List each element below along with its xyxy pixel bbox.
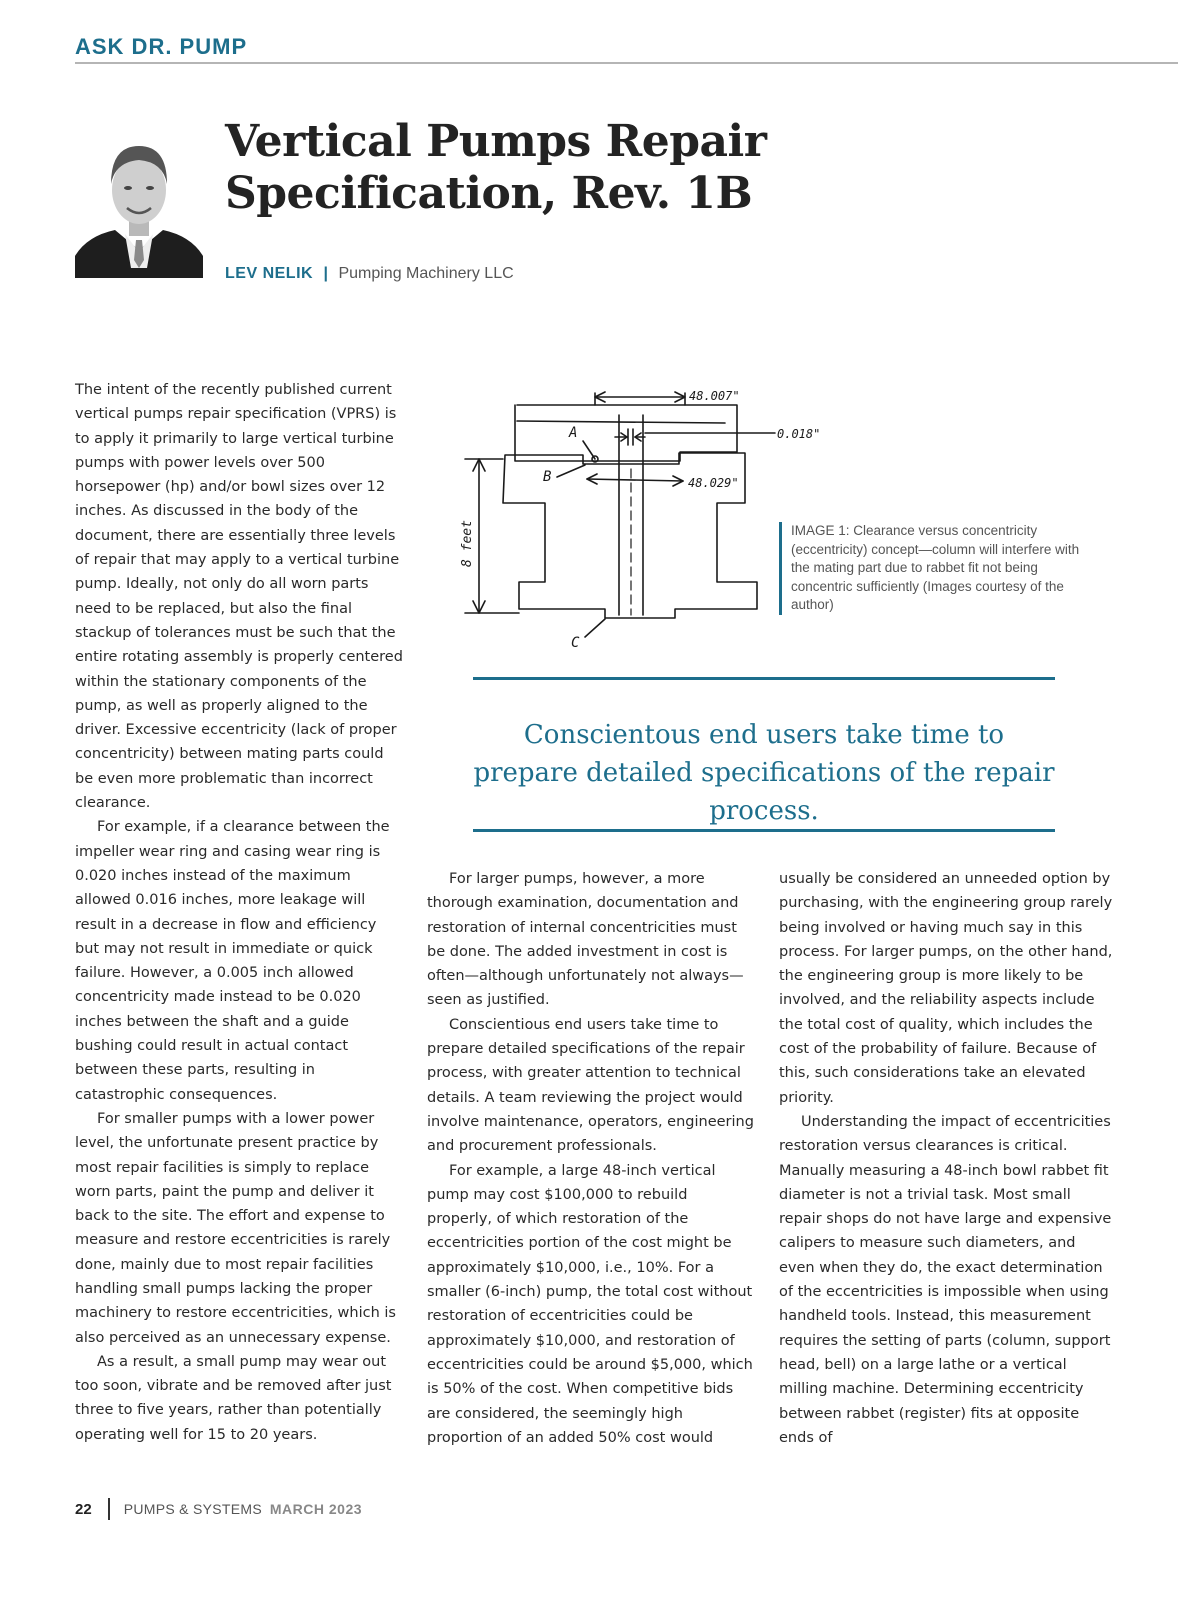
body-column-2 xyxy=(427,867,757,1450)
dim-mid-label: 48.029" xyxy=(688,476,739,490)
author-company: Pumping Machinery LLC xyxy=(338,265,514,282)
paragraph: Conscientious end users take time to prepare detailed specifications of the repair process, with greater attention to technical details. A team reviewing the project would involve maintenance, operators, engineering and procurement professionals. xyxy=(427,1016,754,1155)
dim-top-label: 48.007" xyxy=(689,389,740,403)
byline-separator: | xyxy=(323,265,328,282)
issue-date: MARCH 2023 xyxy=(269,1501,363,1517)
figure-caption: IMAGE 1: Clearance versus concentricity (eccentricity) concept—column will interfere with the mating part due to rabbet fit not being concentric sufficiently (Images courtesy of the author) xyxy=(779,522,1091,615)
byline xyxy=(225,265,514,283)
author-photo xyxy=(75,128,203,278)
label-c: C xyxy=(571,635,580,651)
paragraph: usually be considered an unneeded option by purchasing, with the engineering group rarely being involved or having much say in this process. For larger pumps, on the other hand, the engineering group is more likely to be involved, and the reliability aspects include the total cost of quality, which includes the cost of the probability of failure. Because of this, such considerations take an elevated priority. xyxy=(779,871,1113,1106)
height-label: 8 feet xyxy=(460,520,475,567)
paragraph: For larger pumps, however, a more thorough examination, documentation and restoration of internal concentricities must be done. The added investment in cost is often—although unfortunately not always—seen as justified. xyxy=(427,871,744,1009)
author-name: LEV NELIK xyxy=(225,265,314,282)
pullquote-rule-top xyxy=(473,677,1055,680)
paragraph: Understanding the impact of eccentricities restoration versus clearances is critical. Manually measuring a 48-inch bowl rabbet fit diameter is not a trivial task. Most small repair shops do not have large and expensive calipers to measure such diameters, and even when they do, the exact determination of the eccentricities is impossible when using handheld tools. Instead, this measurement requires the setting of parts (column, support head, bell) on a large lathe or a vertical milling machine. Determining eccentricity between rabbet (register) fits at opposite ends of xyxy=(779,1113,1112,1446)
paragraph: For example, if a clearance between the impeller wear ring and casing wear ring is 0.020 inches instead of the maximum allowed 0.016 inches, more leakage will result in a decrease in flow and efficiency but may not result in immediate or quick failure. However, a 0.005 inch allowed concentricity made instead to be 0.020 inches between the shaft and a guide bushing could result in actual contact between these parts, resulting in catastrophic consequences. xyxy=(75,819,390,1103)
page-number: 22 xyxy=(75,1501,92,1518)
footer-divider xyxy=(108,1498,110,1520)
publication-name: PUMPS & SYSTEMS xyxy=(123,1501,262,1517)
dim-gap-label: 0.018" xyxy=(777,427,821,441)
body-column-1 xyxy=(75,378,405,1447)
pullquote-rule-bottom xyxy=(473,829,1055,832)
header-rule xyxy=(75,62,1178,64)
paragraph: For smaller pumps with a lower power level, the unfortunate present practice by most repair facilities is simply to replace worn parts, paint the pump and deliver it back to the site. The effort and expense to measure and restore eccentricities is rarely done, mainly due to most repair facilities handling small pumps lacking the proper machinery to restore eccentricities, which is also perceived as an unnecessary expense. xyxy=(75,1110,396,1346)
concentricity-sketch xyxy=(445,375,821,660)
body-column-3 xyxy=(779,867,1114,1450)
paragraph: For example, a large 48-inch vertical pump may cost $100,000 to rebuild properly, of which restoration of the eccentricities portion of the cost might be approximately $10,000, i.e., 10%. For a smaller (6-inch) pump, the total cost without restoration of eccentricities could be approximately $10,000, and restoration of eccentricities could be around $5,000, which is 50% of the cost. When competitive bids are considered, the seemingly high proportion of an added 50% cost would xyxy=(427,1162,753,1446)
pullquote: Conscientous end users take time to prepare detailed specifications of the repair process. xyxy=(473,720,1055,826)
label-a: A xyxy=(569,425,578,441)
section-label: ASK DR. PUMP xyxy=(75,34,248,59)
paragraph: The intent of the recently published current vertical pumps repair specification (VPRS) is to apply it primarily to large vertical turbine pumps with power levels over 500 horsepower (hp) and/or bowl sizes over 12 inches. As discussed in the body of the document, there are essentially three levels of repair that may apply to a vertical turbine pump. Ideally, not only do all worn parts need to be replaced, but also the final stackup of tolerances must be such that the entire rotating assembly is properly centered within the stationary components of the pump, as well as properly aligned to the driver. Excessive eccentricity (lack of proper concentricity) between mating parts could be even more problematic than incorrect clearance. xyxy=(75,382,403,812)
page-footer xyxy=(75,1498,362,1520)
paragraph: As a result, a small pump may wear out too soon, vibrate and be removed after just three to five years, rather than potentially operating well for 15 to 20 years. xyxy=(75,1353,392,1443)
label-b: B xyxy=(543,469,552,485)
article-title: Vertical Pumps Repair Specification, Rev. 1B xyxy=(225,116,767,219)
